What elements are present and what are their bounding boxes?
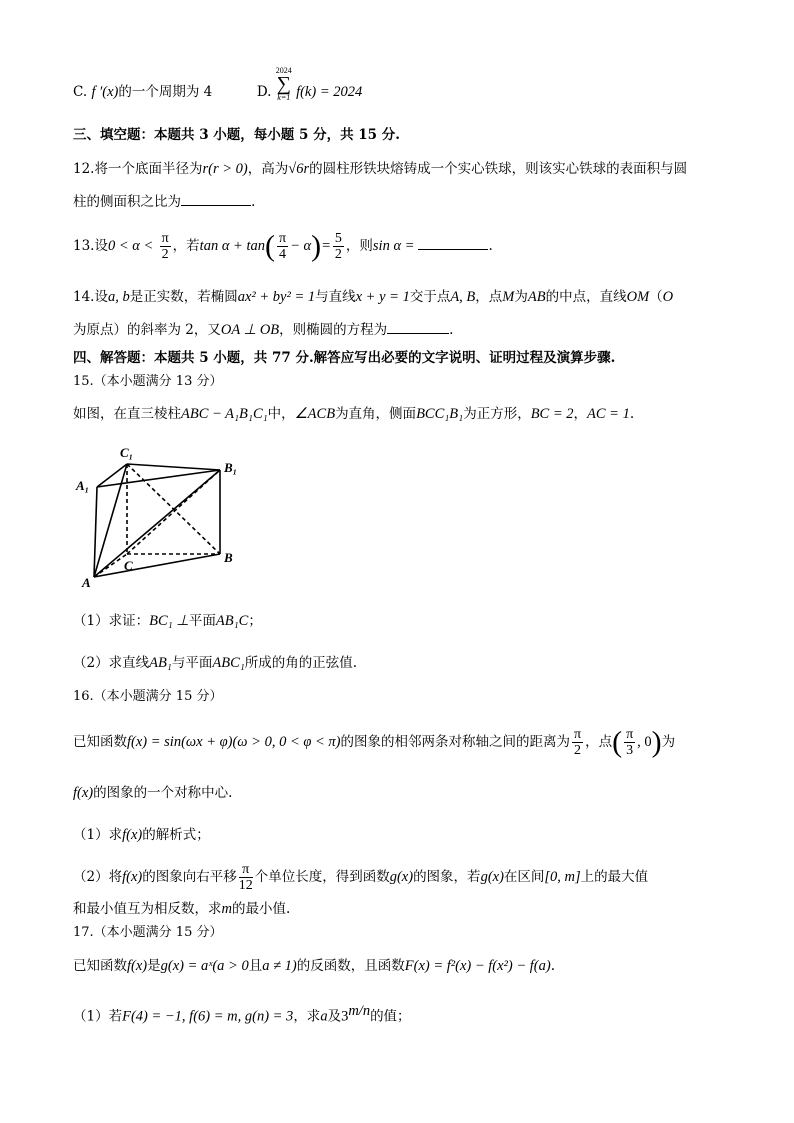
label-c: C bbox=[124, 558, 133, 573]
q14-text-6: 为 bbox=[514, 289, 528, 305]
q12-number: 12. bbox=[73, 161, 95, 177]
summation bbox=[276, 66, 292, 102]
option-c-label: C. bbox=[73, 84, 88, 100]
q17-p1-exponent: m/n bbox=[348, 1003, 371, 1019]
edge-c1-b1 bbox=[127, 464, 220, 470]
q16-p1-end: 的解析式； bbox=[142, 827, 210, 843]
prism-figure bbox=[72, 442, 242, 592]
q13-text-1: 设 bbox=[94, 238, 108, 254]
q14-math-ellipse: ax² + by² = 1 bbox=[237, 289, 316, 305]
q15-p1-math-2: AB₁C bbox=[215, 613, 249, 629]
label-b: B bbox=[224, 550, 233, 565]
q13-answer-blank bbox=[418, 237, 488, 250]
q12-math-height: √6r bbox=[288, 161, 310, 177]
prism-edges bbox=[94, 464, 220, 577]
q17-text-4: 的反函数，且函数 bbox=[296, 958, 405, 974]
q14-number: 14. bbox=[73, 289, 95, 305]
q15-part-2 bbox=[73, 653, 754, 673]
q15-math-prism: ABC − A₁B₁C₁ bbox=[181, 406, 268, 422]
q14-text-9: 为原点）的斜率为 2，又 bbox=[73, 322, 221, 338]
q16-part-2-line-1 bbox=[73, 857, 754, 897]
q12-text-4: 柱的侧面积之比为 bbox=[73, 194, 181, 210]
sum-upper: 2024 bbox=[275, 65, 292, 75]
q16-math-fx: f(x) bbox=[73, 785, 94, 801]
q14-text-1: 设 bbox=[94, 289, 108, 305]
option-d-label: D. bbox=[256, 84, 272, 100]
q17-p1-text: ，求 bbox=[293, 1008, 321, 1025]
q16-stem-line-2 bbox=[73, 783, 754, 803]
q16-text-5: 的图象的一个对称中心. bbox=[93, 785, 233, 801]
q12-answer-blank bbox=[181, 193, 251, 206]
diag-a-b1 bbox=[94, 470, 220, 577]
q17-p1-text-2: 及 bbox=[327, 1008, 342, 1025]
q17-p1-base: 3 bbox=[341, 1008, 349, 1025]
q17-p1-label: （1）若 bbox=[73, 1008, 123, 1025]
q16-part-2-line-2 bbox=[73, 899, 754, 919]
sigma-symbol: ∑ bbox=[276, 72, 291, 95]
q16-p2-math-2: g(x) bbox=[389, 869, 414, 885]
q15-header: 15.（本小题满分 13 分） bbox=[73, 374, 223, 389]
q16-p2-text-7: 的最小值. bbox=[231, 901, 291, 917]
q14-text-10: ，则椭圆的方程为 bbox=[279, 322, 388, 338]
q16-frac-pi-2: $\frac{\pi}{2}$ bbox=[574, 727, 582, 758]
q15-math-face: BCC₁B₁ bbox=[416, 406, 464, 422]
q16-text-4: 为 bbox=[661, 734, 676, 750]
q14-text-5: ，点 bbox=[475, 289, 503, 305]
q17-math-cond: a ≠ 1) bbox=[262, 958, 297, 974]
q15-p2-label: （2）求直线 bbox=[73, 655, 150, 671]
q16-stem-line-1: 已知函数f(x) = sin(ωx + φ)(ω > 0, 0 < φ < π)的图象的相邻两条对称轴之间的距离为 $\frac{\pi}{2}$ ，点( $\frac{\pi}{3}$ , 0)为 bbox=[73, 725, 676, 759]
q16-text-3: ，点 bbox=[585, 734, 613, 750]
q15-p1-end: ； bbox=[248, 613, 262, 629]
q13-math-2: tan α + tan bbox=[199, 238, 265, 254]
q13-math-sin: sin α = bbox=[372, 238, 415, 254]
label-c1: C₁ bbox=[120, 445, 134, 460]
q16-p2-text-3: 的图象，若 bbox=[413, 869, 481, 885]
q15-p2-text: 与平面 bbox=[171, 655, 213, 671]
q15-math-ac: AC = 1 bbox=[587, 406, 630, 422]
q16-p2-math-3: g(x) bbox=[480, 869, 504, 885]
q15-math-bc: BC = 2 bbox=[530, 406, 574, 422]
q12-text-1: 将一个底面半径为 bbox=[94, 161, 203, 177]
diag-a-c1 bbox=[94, 464, 127, 577]
q16-text-1: 已知函数 bbox=[73, 734, 127, 750]
q15-p1-math-1: BC₁ ⊥ bbox=[149, 613, 189, 629]
q17-stem bbox=[73, 956, 754, 976]
q14-text-7: 的中点，直线 bbox=[545, 289, 627, 305]
q16-text-2: 的图象的相邻两条对称轴之间的距离为 bbox=[340, 734, 570, 750]
q17-math-Fx: F(x) = f²(x) − f(x²) − f(a) bbox=[404, 958, 551, 974]
q16-p2-math-m: m bbox=[221, 901, 232, 917]
q12-text-2: ，高为 bbox=[247, 161, 289, 177]
q13-frac-pi-2: $\frac{\pi}{2}$ bbox=[161, 231, 169, 262]
option-c-text: 的一个周期为 4 bbox=[118, 84, 213, 100]
q16-p2-math-interval: [0, m] bbox=[544, 869, 581, 885]
q14-text-3: 与直线 bbox=[315, 289, 356, 305]
q14-answer-blank bbox=[387, 321, 449, 334]
q13-equals: = bbox=[321, 238, 331, 254]
q15-text-4: 为正方形， bbox=[463, 406, 531, 422]
q16-p2-math-1: f(x) bbox=[122, 869, 143, 885]
section-3-title: 三、填空题：本题共 3 小题，每小题 5 分，共 15 分. bbox=[73, 127, 400, 143]
q14-text-4: 交于点 bbox=[409, 289, 451, 305]
edge-a-b bbox=[94, 554, 220, 577]
q16-p1-math: f(x) bbox=[122, 827, 143, 843]
label-a1: A₁ bbox=[76, 478, 90, 493]
q13-text-2: ，若 bbox=[172, 238, 200, 254]
q15-p1-text: 平面 bbox=[188, 613, 216, 629]
q16-frac-pi-3: $\frac{\pi}{3}$ bbox=[626, 727, 634, 758]
q14-math-points: A, B bbox=[450, 289, 476, 305]
q15-part-1 bbox=[73, 611, 754, 631]
question-12-line-1 bbox=[73, 159, 754, 179]
q16-p2-text-5: 上的最大值 bbox=[580, 869, 649, 885]
q15-text-3: 为直角，侧面 bbox=[335, 406, 417, 422]
q16-frac-pi-12: $\frac{\pi}{12}$ bbox=[238, 862, 253, 893]
q14-math-o: O bbox=[662, 289, 674, 305]
option-c-expr: f ′(x) bbox=[91, 84, 119, 100]
q12-math-r: r bbox=[202, 161, 209, 177]
q15-p2-math-2: ABC₁ bbox=[212, 655, 245, 671]
section-4-title: 四、解答题：本题共 5 小题，共 77 分.解答应写出必要的文字说明、证明过程及演算步骤. bbox=[73, 350, 616, 366]
q12-math-cond: (r > 0) bbox=[208, 161, 248, 177]
q17-header: 17.（本小题满分 15 分） bbox=[73, 925, 223, 940]
q14-math-ab: a, b bbox=[107, 289, 130, 305]
q16-p1-label: （1）求 bbox=[73, 827, 123, 843]
q15-math-angle: ∠ACB bbox=[294, 406, 336, 422]
q13-text-3: ，则 bbox=[345, 238, 373, 254]
q17-math-gx: g(x) = aˣ(a > 0 bbox=[160, 958, 249, 974]
q15-text-1: 如图，在直三棱柱 bbox=[73, 406, 181, 422]
q13-math-1: 0 < α < bbox=[107, 238, 154, 254]
q17-math-fx: f(x) bbox=[127, 958, 148, 974]
question-14-line-2: 为原点）的斜率为 2，又OA ⊥ OB，则椭圆的方程为 . bbox=[73, 322, 454, 338]
q17-text-1: 已知函数 bbox=[73, 958, 127, 974]
q13-number: 13. bbox=[73, 238, 95, 254]
q17-text-2: 是 bbox=[147, 958, 161, 974]
q15-p2-math-1: AB₁ bbox=[149, 655, 172, 671]
question-12-line-2: 柱的侧面积之比为 . bbox=[73, 194, 256, 210]
option-d-expr: f(k) = 2024 bbox=[296, 84, 363, 100]
q14-text-8: （ bbox=[649, 289, 663, 305]
q16-p2-label: （2）将 bbox=[73, 869, 123, 885]
q13-math-3: − α bbox=[290, 238, 312, 254]
q17-part-1 bbox=[73, 1001, 754, 1027]
q17-p1-math-a: a bbox=[320, 1008, 328, 1025]
q16-p2-text-4: 在区间 bbox=[503, 869, 545, 885]
q17-text-5: . bbox=[550, 958, 555, 974]
question-13: 13.设0 < α < $\frac{\pi}{2}$ ，若tan α + tan( $\frac{\pi}{4}$ − α)= $\frac{5}{2}$ ，则sin α = . bbox=[73, 229, 493, 263]
q17-text-3: 且 bbox=[248, 958, 263, 974]
q13-frac-pi-4: $\frac{\pi}{4}$ bbox=[279, 231, 287, 262]
q14-math-line: x + y = 1 bbox=[355, 289, 410, 305]
q15-stem bbox=[73, 404, 754, 424]
q14-text-2: 是正实数，若椭圆 bbox=[129, 289, 238, 305]
q16-math-zero: , 0 bbox=[637, 734, 652, 750]
q14-math-m: M bbox=[502, 289, 515, 305]
q17-p1-end: 的值； bbox=[370, 1008, 411, 1025]
q16-p2-text-2: 个单位长度，得到函数 bbox=[254, 869, 390, 885]
q15-text-2: 中， bbox=[267, 406, 295, 422]
q14-math-perp: OA ⊥ OB bbox=[220, 322, 280, 338]
q14-math-om: OM bbox=[626, 289, 650, 305]
sum-lower: k=1 bbox=[277, 92, 291, 102]
edge-a1-a bbox=[94, 487, 97, 577]
q12-text-3: 的圆柱形铁块熔铸成一个实心铁球，则该实心铁球的表面积与圆 bbox=[309, 161, 688, 177]
q16-math-func: f(x) = sin(ωx + φ)(ω > 0, 0 < φ < π) bbox=[127, 734, 341, 750]
q16-p2-text-6: 和最小值互为相反数，求 bbox=[73, 901, 222, 917]
q15-text-6: . bbox=[629, 406, 635, 422]
option-line-cd bbox=[73, 65, 754, 102]
q14-math-segment: AB bbox=[527, 289, 546, 305]
label-a: A bbox=[82, 575, 91, 590]
q13-frac-5-2: $\frac{5}{2}$ bbox=[334, 231, 342, 262]
q15-p1-label: （1）求证： bbox=[73, 613, 150, 629]
label-b1: B₁ bbox=[224, 460, 238, 475]
q16-part-1 bbox=[73, 825, 754, 845]
q15-text-5: ， bbox=[573, 406, 588, 422]
q17-p1-math: F(4) = −1, f(6) = m, g(n) = 3 bbox=[122, 1008, 294, 1025]
q16-p2-text-1: 的图象向右平移 bbox=[142, 869, 237, 885]
q16-header: 16.（本小题满分 15 分） bbox=[73, 689, 223, 704]
q15-p2-end: 所成的角的正弦值. bbox=[244, 655, 358, 671]
question-14-line-1 bbox=[73, 287, 754, 307]
